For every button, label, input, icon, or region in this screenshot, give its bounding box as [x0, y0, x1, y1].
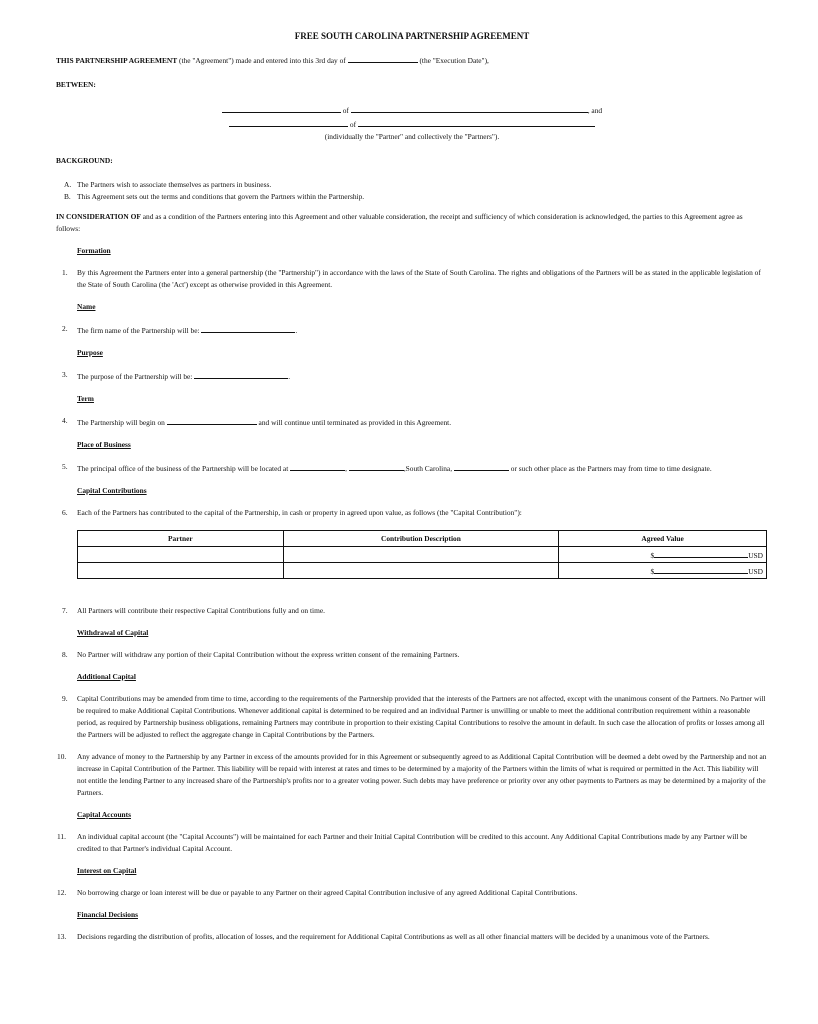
consideration-lead: IN CONSIDERATION OF [56, 212, 141, 221]
clause-text: No Partner will withdraw any portion of their Capital Contribution without the express written consent of the remaining Partners. [77, 650, 460, 659]
clause-number: 12. [57, 888, 67, 897]
clause-text: The firm name of the Partnership will be: [77, 326, 202, 335]
currency-symbol: $ [650, 566, 655, 576]
clause-number: 5. [62, 462, 68, 471]
clause-number: 9. [62, 694, 68, 703]
clause-text: No borrowing charge or loan interest will be due or payable to any Partner on their agreed Capital Contribution inclusive of any agreed Additional Capital Contributions. [77, 888, 578, 897]
partner-2-address-blank[interactable] [358, 117, 595, 127]
firm-name-blank[interactable] [201, 323, 298, 335]
background-item [64, 179, 768, 191]
partner-2-line [56, 117, 768, 131]
table-row [78, 563, 767, 579]
clause-text: An individual capital account (the "Capital Accounts") will be maintained for each Partner and their Initial Capital Contribution will be credited to this account. Any Additional Capital Contributions made by any Partner will be credited to that Partner's individual Capital Account. [77, 832, 748, 853]
clause-text: Capital Contributions may be amended from time to time, according to the requirements of the Partnership provided that the interests of the Partners are not affected, except with the unanimous consent of the Partners. No Partner will be required to make Additional Capital Contributions. Whenever additional capital is determined to be required and an individual Partner is unwilling or unable to meet the additional contribution requirement within a reasonable period, as required by Partnership business obligations, remaining Partners may contribute in proportion to their existing Capital Contributions to resolve the amount in default. In such case the allocation of profits or losses among all the Partners will be adjusted to reflect the aggregate change in Capital Contributions by the Partners. [77, 694, 766, 739]
clause-text: All Partners will contribute their respective Capital Contributions fully and on time. [77, 606, 325, 615]
clause-end: . [288, 372, 291, 381]
column-header-agreed-value: Agreed Value [559, 531, 767, 547]
consideration-text: and as a condition of the Partners entering into this Agreement and other valuable consideration, the receipt and sufficiency of which consideration is acknowledged, the parties to this Agreement agree as follows: [56, 212, 743, 233]
partner-1-of: of [340, 106, 351, 115]
intro-text-1: (the "Agreement") made and entered into this 3rd day of [177, 56, 348, 65]
background-item [64, 191, 768, 203]
document-page [56, 30, 768, 943]
partner-2-of: of [348, 120, 358, 129]
heading-financial-decisions: Financial Decisions [77, 910, 138, 919]
heading-additional-capital: Additional Capital [77, 672, 136, 681]
amount-blank[interactable] [654, 548, 748, 558]
clause-8 [62, 649, 768, 661]
agreed-value-cell[interactable] [559, 547, 767, 563]
document-title: FREE SOUTH CAROLINA PARTNERSHIP AGREEMENT [294, 31, 530, 41]
partner-1-address-blank[interactable] [351, 103, 588, 113]
heading-purpose: Purpose [77, 348, 103, 357]
execution-day-blank[interactable] [348, 53, 418, 63]
partner-cell[interactable] [78, 547, 284, 563]
clause-text: By this Agreement the Partners enter into a general partnership (the "Partnership") in accordance with the laws of the State of South Carolina. The rights and obligations of the Partners will be as stated in the applicable legislation of the State of South Carolina (the 'Act') except as otherwise provided in this Agreement. [77, 268, 761, 289]
clause-text: Each of the Partners has contributed to the capital of the Partnership, in cash or property in agreed upon value, as follows (the "Capital Contribution"): [77, 508, 522, 517]
consideration-paragraph [56, 211, 768, 235]
heading-capital-contributions: Capital Contributions [77, 486, 147, 495]
clause-separator: ,South Carolina, [403, 464, 454, 473]
between-label: BETWEEN: [56, 80, 96, 89]
clause-5 [62, 461, 768, 475]
clause-9 [62, 693, 768, 741]
clause-1 [62, 267, 768, 291]
clause-number: 3. [62, 370, 68, 379]
heading-place-of-business: Place of Business [77, 440, 131, 449]
clause-number: 8. [62, 650, 68, 659]
description-cell[interactable] [283, 547, 559, 563]
clause-end: . [295, 326, 298, 335]
intro-paragraph [56, 53, 768, 67]
clause-text: The Partnership will begin on [77, 418, 167, 427]
clause-text: Decisions regarding the distribution of profits, allocation of losses, and the requirement for Additional Capital Contributions as well as all other financial matters will be decided by a unanimous vote of the Partners. [77, 932, 710, 941]
clause-number: 13. [57, 932, 67, 941]
clause-7 [62, 605, 768, 617]
zip-blank[interactable] [454, 461, 509, 471]
clause-12 [57, 887, 768, 899]
background-list [64, 179, 768, 203]
clause-text: The purpose of the Partnership will be: [77, 372, 195, 381]
clause-text-2: or such other place as the Partners may from time to time designate. [508, 464, 712, 473]
partner-2-name-blank[interactable] [229, 117, 348, 127]
column-header-partner: Partner [78, 531, 284, 547]
clause-6 [62, 507, 768, 519]
clause-number: 1. [62, 268, 68, 277]
currency-symbol: $ [650, 550, 655, 560]
agreed-value-cell[interactable] [559, 563, 767, 579]
intro-lead: THIS PARTNERSHIP AGREEMENT [56, 56, 178, 65]
clause-10 [57, 751, 768, 799]
heading-interest-on-capital: Interest on Capital [77, 866, 137, 875]
partner-and: , and [587, 106, 603, 115]
description-cell[interactable] [283, 563, 559, 579]
amount-blank[interactable] [654, 564, 748, 574]
clause-13 [57, 931, 768, 943]
heading-formation: Formation [77, 246, 111, 255]
heading-term: Term [77, 394, 94, 403]
column-header-description: Contribution Description [283, 531, 559, 547]
purpose-blank[interactable] [194, 369, 291, 381]
clause-11 [57, 831, 768, 855]
clause-number: 10. [57, 752, 67, 761]
clause-number: 2. [62, 324, 68, 333]
partners-definition: (individually the "Partner" and collectively the "Partners"). [324, 132, 500, 141]
clause-3 [62, 369, 768, 383]
background-text: This Agreement sets out the terms and conditions that govern the Partners within the Partnership. [77, 192, 365, 201]
clause-text-2: and will continue until terminated as provided in this Agreement. [256, 418, 452, 427]
heading-withdrawal-of-capital: Withdrawal of Capital [77, 628, 149, 637]
currency-code: USD [748, 566, 763, 576]
background-label: BACKGROUND: [56, 156, 113, 165]
clause-number: 11. [57, 832, 66, 841]
heading-capital-accounts: Capital Accounts [77, 810, 131, 819]
table-header-row [78, 531, 767, 547]
clause-number: 4. [62, 416, 68, 425]
partner-1-line [56, 103, 768, 117]
partner-1-name-blank[interactable] [222, 103, 341, 113]
clause-text: The principal office of the business of the Partnership will be located at [77, 464, 291, 473]
street-blank[interactable] [290, 461, 345, 471]
partner-cell[interactable] [78, 563, 284, 579]
clause-separator: , [345, 464, 349, 473]
city-blank[interactable] [349, 461, 404, 471]
start-date-blank[interactable] [167, 415, 257, 425]
table-row [78, 547, 767, 563]
clause-number: 6. [62, 508, 68, 517]
background-letter: B. [64, 192, 71, 201]
intro-text-2: (the "Execution Date"), [417, 56, 489, 65]
background-letter: A. [64, 180, 72, 189]
clause-2 [62, 323, 768, 337]
clause-text: Any advance of money to the Partnership by any Partner in excess of the amounts provided for in this Agreement or subsequently agreed to as Additional Capital Contribution will be deemed a debt owed by the Partnership and not an increase in Capital Contribution of the Partner. This liability will be repaid with interest at rates and times to be determined by a majority of the Partners within the limits of what is required or permitted in the Act. This liability will not entitle the lending Partner to any increased share of the Partnership's profits nor to a greater voting power. Such debts may have preference or priority over any other payments to Partners as may be determined by a majority of the Partners. [77, 752, 767, 797]
clause-4 [62, 415, 768, 429]
capital-contribution-table [77, 530, 767, 579]
currency-code: USD [748, 550, 763, 560]
heading-name: Name [77, 302, 96, 311]
background-text: The Partners wish to associate themselves as partners in business. [77, 180, 272, 189]
clause-number: 7. [62, 606, 68, 615]
